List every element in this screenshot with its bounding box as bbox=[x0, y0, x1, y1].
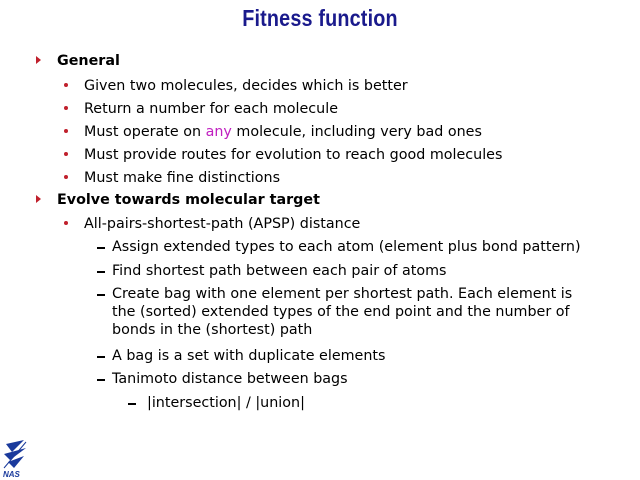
dash-icon bbox=[97, 356, 105, 358]
section-heading-evolve: Evolve towards molecular target bbox=[57, 192, 320, 208]
item-text: molecule, including very bad ones bbox=[231, 124, 482, 140]
item-text: Must operate on bbox=[84, 124, 206, 140]
detail-item: A bag is a set with duplicate elements bbox=[112, 348, 386, 364]
bullet-dot-icon bbox=[64, 221, 68, 225]
list-item: Given two molecules, decides which is better bbox=[84, 78, 408, 94]
dash-icon bbox=[97, 271, 105, 273]
bullet-dot-icon bbox=[64, 152, 68, 156]
bullet-arrow-icon bbox=[36, 56, 41, 64]
dash-icon bbox=[97, 247, 105, 249]
nas-logo-icon bbox=[2, 438, 28, 478]
highlight-any: any bbox=[205, 124, 232, 140]
logo-text: NAS bbox=[3, 470, 20, 478]
bullet-dot-icon bbox=[64, 175, 68, 179]
list-item bbox=[84, 123, 482, 141]
list-item: Return a number for each molecule bbox=[84, 101, 338, 117]
bullet-arrow-icon bbox=[36, 195, 41, 203]
detail-item: Tanimoto distance between bags bbox=[112, 371, 348, 387]
bullet-dot-icon bbox=[64, 129, 68, 133]
bullet-dot-icon bbox=[64, 106, 68, 110]
slide-title: Fitness function bbox=[242, 5, 398, 31]
bullet-dot-icon bbox=[64, 83, 68, 87]
detail-item: Find shortest path between each pair of atoms bbox=[112, 263, 447, 279]
detail-item: Create bag with one element per shortest path. Each element is bbox=[112, 286, 573, 302]
list-item: All-pairs-shortest-path (APSP) distance bbox=[84, 216, 361, 232]
dash-icon bbox=[97, 294, 105, 296]
list-item: Must provide routes for evolution to reach good molecules bbox=[84, 147, 503, 163]
section-heading-general: General bbox=[57, 53, 120, 69]
list-item: Must make fine distinctions bbox=[84, 170, 281, 186]
detail-item-continued: the (sorted) extended types of the end point and the number of bbox=[112, 304, 570, 320]
detail-item: Assign extended types to each atom (element plus bond pattern) bbox=[112, 239, 581, 255]
dash-icon bbox=[97, 379, 105, 381]
dash-icon bbox=[128, 403, 136, 405]
formula-item: |intersection| / |union| bbox=[147, 395, 305, 411]
detail-item-continued: bonds in the (shortest) path bbox=[112, 322, 313, 338]
